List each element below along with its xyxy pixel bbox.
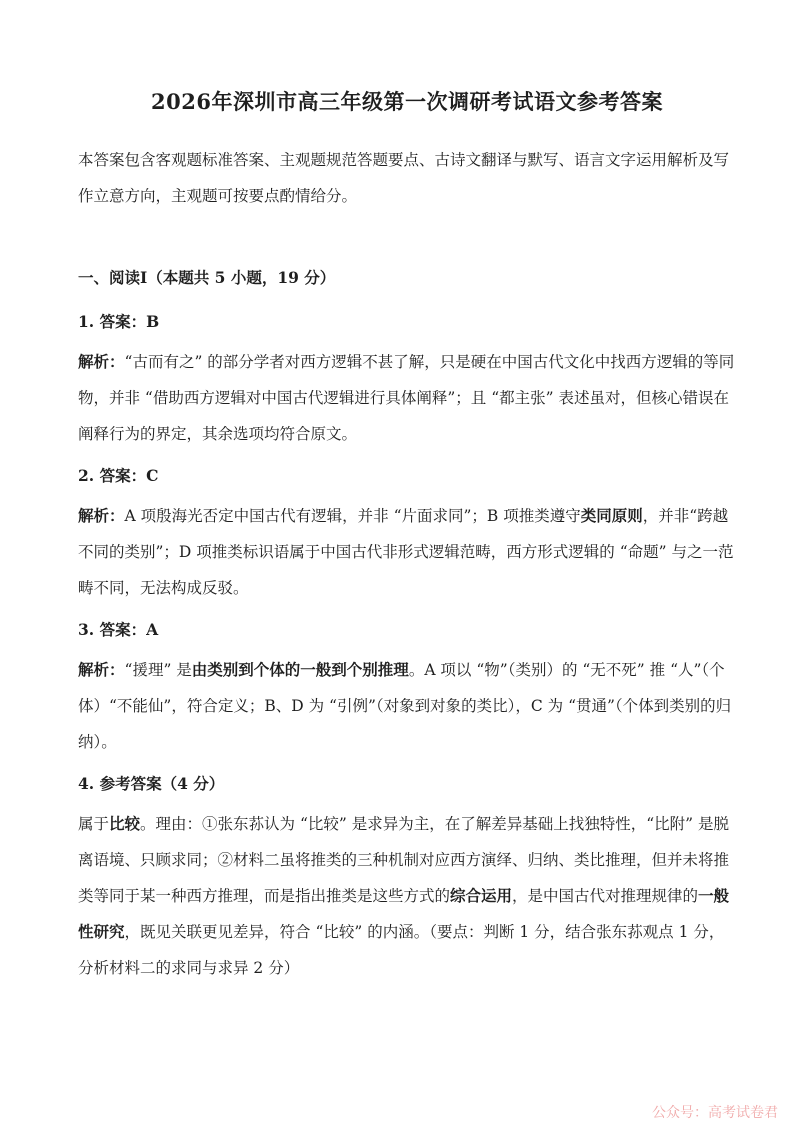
analysis-text: “古而有之” 的部分学者对西方逻辑不甚了解，只是硬在中国古代文化中找西方逻辑的等同物，并非 “借助西方逻辑对中国古代逻辑进行具体阐释”；且 “都主张” 表述虽对，但核心错误在阐释行为的界定，其余选项均符合原文。 <box>78 353 735 443</box>
emphasis-text: 类同原则 <box>580 506 643 525</box>
answer-text: ，既见关联更见差异，符合 “比较” 的内涵。（要点：判断 1 分，结合张东荪观点 1 分，分析材料二的求同与求异 2 分） <box>78 923 725 977</box>
section-heading-reading-1: 一、阅读Ⅰ（本题共 5 小题，19 分） <box>78 268 336 287</box>
intro-paragraph: 本答案包含客观题标准答案、主观题规范答题要点、古诗文翻译与默写、语言文字运用解析及写作立意方向，主观题可按要点酌情给分。 <box>78 151 730 205</box>
answer-text: 。理由：①张东荪认为 “比较” 是求异为主，在了解差异基础上找独特性，“比附” 是脱离语境、只顾求同；②材料二虽将推类的三种机制对应西方演绎、归纳、类比推理，但并未将推类等同于某一种西方推理，而是指出推类是这些方式的 <box>78 815 730 905</box>
analysis-text: “援理” 是 <box>124 661 192 679</box>
emphasis-text: 比较 <box>109 814 141 833</box>
answer-text: 属于 <box>78 815 110 833</box>
question-4-analysis <box>78 806 736 986</box>
analysis-label: 解析： <box>78 660 125 679</box>
question-3-answer: 3. 答案：A <box>78 620 159 639</box>
analysis-text: 。A 项以 “物”（类别）的 “无不死” 推 “人”（个体）“不能仙”，符合定义；B、D 为 “引例”（对象到对象的类比），C 为 “贯通”（个体到类别的归纳）。 <box>78 661 732 751</box>
question-1-analysis <box>78 344 736 452</box>
watermark-text: 公众号：高考试卷君 <box>652 1105 778 1121</box>
question-4-answer: 4. 参考答案（4 分） <box>78 774 225 793</box>
question-2-answer: 2. 答案：C <box>78 466 159 485</box>
question-3-analysis <box>78 652 736 760</box>
emphasis-text: 由类别到个体的一般到个别推理 <box>191 660 409 679</box>
analysis-text: A 项殷海光否定中国古代有逻辑，并非 “片面求同”；B 项推类遵守 <box>124 507 581 525</box>
analysis-text: ，并非“跨越不同的类别”；D 项推类标识语属于中国古代非形式逻辑范畴，西方形式逻辑的 “命题” 与之一范畴不同，无法构成反驳。 <box>78 507 734 597</box>
emphasis-text: 综合运用 <box>450 886 513 905</box>
document-title: 2026年深圳市高三年级第一次调研考试语文参考答案 <box>151 89 663 114</box>
analysis-label: 解析： <box>78 506 125 525</box>
emphasis-text: 一般性研究 <box>78 886 730 941</box>
answer-text: ，是中国古代对推理规律的 <box>512 887 699 905</box>
question-1-answer: 1. 答案：B <box>78 312 160 331</box>
question-2-analysis <box>78 498 736 606</box>
analysis-label: 解析： <box>78 352 125 371</box>
